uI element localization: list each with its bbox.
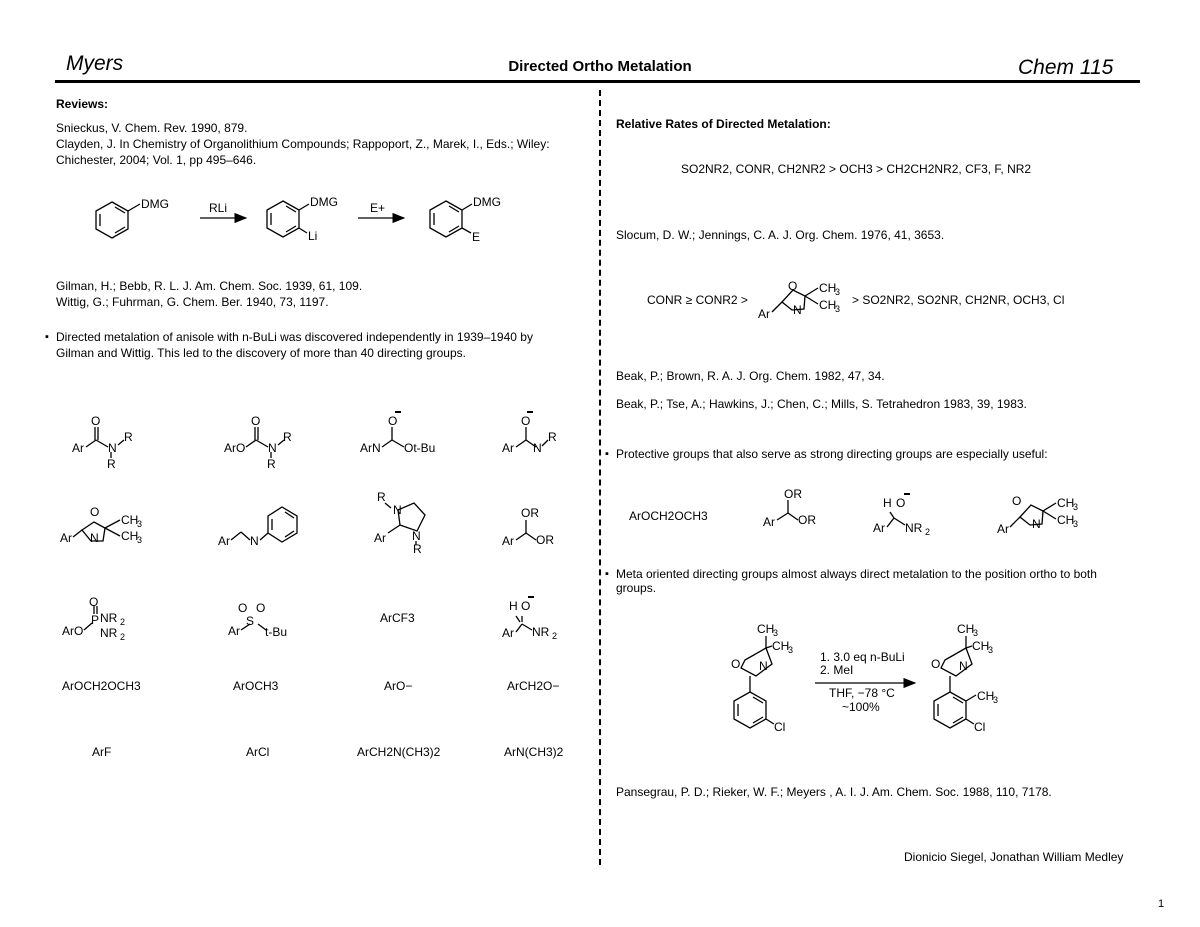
- svg-text:Ar: Ar: [228, 624, 240, 638]
- svg-text:DMG: DMG: [310, 195, 338, 209]
- dmg-amide: [72, 414, 133, 471]
- scheme-product: [430, 195, 501, 244]
- dmg-imidazolidine: [374, 490, 425, 556]
- svg-text:CH: CH: [121, 529, 139, 543]
- reference-clayden: Clayden, J. In Chemistry of Organolithium Compounds; Rappoport, Z., Marek, I., Eds.; Wiley:: [56, 137, 550, 151]
- svg-text:N: N: [108, 441, 117, 455]
- condition-4: ~100%: [842, 700, 880, 714]
- svg-text:O: O: [896, 496, 906, 510]
- svg-text:t-Bu: t-Bu: [265, 625, 288, 639]
- reference-snieckus: Snieckus, V. Chem. Rev. 1990, 879.: [56, 121, 248, 135]
- svg-text:Ar: Ar: [502, 626, 514, 640]
- svg-text:CH: CH: [1057, 513, 1075, 527]
- dmg-phosphoramide: [62, 595, 125, 642]
- svg-text:S: S: [246, 614, 255, 628]
- svg-text:NR: NR: [100, 611, 118, 625]
- svg-text:CH: CH: [772, 639, 790, 653]
- scheme-aryllithium: [267, 195, 338, 243]
- protective-oxazoline: [997, 494, 1078, 536]
- svg-text:3: 3: [137, 519, 143, 529]
- svg-text:3: 3: [773, 628, 779, 638]
- svg-text:O: O: [91, 414, 101, 428]
- reference-clayden-cont: Chichester, 2004; Vol. 1, pp 495–646.: [56, 153, 257, 167]
- dmg-imidate-amide: [502, 412, 557, 455]
- meyers-starting-material: [731, 622, 793, 734]
- course-name: Chem 115: [1018, 56, 1114, 79]
- reference-slocum: Slocum, D. W.; Jennings, C. A. J. Org. Chem. 1976, 41, 3653.: [616, 228, 945, 242]
- series2-oxazoline: [758, 279, 840, 321]
- svg-text:N: N: [90, 531, 99, 545]
- svg-text:NR: NR: [532, 625, 550, 639]
- protective-alkoxide: [873, 494, 930, 537]
- svg-text:N: N: [959, 659, 968, 673]
- svg-text:O: O: [931, 657, 941, 671]
- svg-text:R: R: [283, 430, 292, 444]
- svg-text:Ar: Ar: [502, 534, 514, 548]
- svg-text:O: O: [238, 601, 248, 615]
- svg-text:OR: OR: [521, 506, 539, 520]
- dmg-arch2nme2: ArCH2N(CH3)2: [357, 745, 441, 759]
- svg-text:OR: OR: [798, 513, 816, 527]
- svg-text:Cl: Cl: [974, 720, 986, 734]
- dmg-arnme2: ArN(CH3)2: [504, 745, 564, 759]
- svg-text:3: 3: [835, 304, 841, 314]
- dmg-arf: ArF: [92, 745, 112, 759]
- dmg-alkoxide-amine: [502, 597, 557, 641]
- svg-text:H: H: [509, 599, 518, 613]
- dmg-label: DMG: [141, 197, 169, 211]
- svg-text:3: 3: [1073, 519, 1079, 529]
- svg-text:Li: Li: [308, 229, 318, 243]
- svg-text:3: 3: [788, 645, 794, 655]
- svg-text:P: P: [91, 613, 100, 627]
- bullet-discovery: ▪ Directed metalation of anisole with n-BuLi was discovered independently in 1939–1940 by: [56, 329, 533, 345]
- svg-text:CH: CH: [819, 298, 837, 312]
- rates-heading: Relative Rates of Directed Metalation:: [616, 117, 831, 131]
- svg-text:N: N: [533, 441, 542, 455]
- svg-text:E: E: [472, 230, 481, 244]
- svg-text:O: O: [90, 505, 100, 519]
- svg-text:Ar: Ar: [502, 441, 514, 455]
- svg-text:NR: NR: [905, 521, 923, 535]
- svg-text:CH: CH: [121, 513, 139, 527]
- svg-text:OR: OR: [536, 533, 554, 547]
- page-title: Directed Ortho Metalation: [508, 58, 692, 75]
- svg-text:N: N: [268, 441, 277, 455]
- svg-text:Ar: Ar: [997, 522, 1009, 536]
- dmg-acetal: [502, 506, 554, 548]
- dmg-carbamate: [224, 414, 292, 471]
- svg-text:O: O: [251, 414, 261, 428]
- svg-text:O: O: [521, 414, 531, 428]
- dmg-imidate-alkoxide: [360, 412, 435, 455]
- dmg-arch2oxide: ArCH2O−: [507, 679, 560, 693]
- page-number: 1: [1158, 898, 1165, 910]
- reference-beak-1: Beak, P.; Brown, R. A. J. Org. Chem. 1982, 47, 34.: [616, 369, 885, 383]
- svg-text:N: N: [393, 503, 402, 517]
- svg-text:O: O: [89, 595, 99, 609]
- dmg-sulfone: [228, 601, 287, 639]
- bullet-meta: ▪ Meta oriented directing groups almost always direct metalation to the position ortho to both: [616, 566, 1097, 582]
- scheme-benzene-start: [96, 197, 169, 238]
- dmg-arcl: ArCl: [246, 745, 270, 759]
- svg-text:O: O: [1012, 494, 1022, 508]
- author-name: Myers: [66, 52, 124, 75]
- protective-acetal: [763, 487, 816, 529]
- meyers-product: [931, 622, 998, 734]
- svg-text:O: O: [788, 279, 798, 293]
- bullet-meta-cont: groups.: [616, 581, 657, 595]
- svg-text:DMG: DMG: [473, 195, 501, 209]
- svg-text:2: 2: [120, 632, 126, 642]
- condition-3: THF, −78 °C: [829, 686, 895, 700]
- reagent-electrophile: E+: [370, 201, 386, 215]
- svg-text:Ar: Ar: [374, 531, 386, 545]
- svg-text:Ar: Ar: [72, 441, 84, 455]
- svg-text:Ar: Ar: [763, 515, 775, 529]
- credits: Dionicio Siegel, Jonathan William Medley: [904, 850, 1124, 864]
- svg-text:2: 2: [120, 617, 126, 627]
- svg-text:H: H: [883, 496, 892, 510]
- dmg-arcf3: [380, 611, 415, 625]
- svg-text:ArO: ArO: [62, 624, 84, 638]
- bullet-discovery-cont: Gilman and Wittig. This led to the discovery of more than 40 directing groups.: [56, 346, 466, 360]
- series2-right: > SO2NR2, SO2NR, CH2NR, OCH3, Cl: [852, 293, 1065, 307]
- svg-text:O: O: [256, 601, 266, 615]
- series2-left: CONR ≥ CONR2 >: [647, 293, 748, 307]
- svg-text:CH: CH: [977, 689, 995, 703]
- svg-text:N: N: [759, 659, 768, 673]
- svg-text:NR: NR: [100, 626, 118, 640]
- reagent-rli: RLi: [209, 201, 228, 215]
- svg-text:3: 3: [1073, 502, 1079, 512]
- svg-text:Ar: Ar: [873, 521, 885, 535]
- svg-text:O: O: [388, 414, 398, 428]
- svg-text:O: O: [731, 657, 741, 671]
- svg-text:Ar: Ar: [60, 531, 72, 545]
- condition-1: 1. 3.0 eq n-BuLi: [820, 650, 905, 664]
- reference-wittig: Wittig, G.; Fuhrman, G. Chem. Ber. 1940, 73, 1197.: [56, 295, 329, 309]
- reference-gilman: Gilman, H.; Bebb, R. L. J. Am. Chem. Soc. 1939, 61, 109.: [56, 279, 363, 293]
- dmg-aroxide: ArO−: [384, 679, 413, 693]
- svg-text:2: 2: [925, 527, 931, 537]
- svg-text:2: 2: [552, 631, 558, 641]
- svg-text:CH: CH: [819, 281, 837, 295]
- svg-text:ArO: ArO: [224, 441, 246, 455]
- bullet-protective: ▪ Protective groups that also serve as strong directing groups are especially useful:: [616, 446, 1048, 462]
- svg-text:ArCF3: ArCF3: [380, 611, 415, 625]
- svg-text:3: 3: [988, 645, 994, 655]
- protective-mom: ArOCH2OCH3: [629, 509, 708, 523]
- svg-text:CH: CH: [757, 622, 775, 636]
- svg-text:N: N: [250, 534, 259, 548]
- svg-text:R: R: [267, 457, 276, 471]
- svg-text:R: R: [107, 457, 116, 471]
- reference-beak-2: Beak, P.; Tse, A.; Hawkins, J.; Chen, C.; Mills, S. Tetrahedron 1983, 39, 1983.: [616, 397, 1027, 411]
- svg-text:3: 3: [835, 287, 841, 297]
- svg-text:CH: CH: [1057, 496, 1075, 510]
- reviews-heading: Reviews:: [56, 97, 109, 111]
- svg-text:3: 3: [973, 628, 979, 638]
- svg-text:R: R: [413, 542, 422, 556]
- reference-pansegrau: Pansegrau, P. D.; Rieker, W. F.; Meyers , A. I. J. Am. Chem. Soc. 1988, 110, 7178.: [616, 785, 1052, 799]
- svg-text:N: N: [412, 529, 421, 543]
- svg-text:Cl: Cl: [774, 720, 786, 734]
- dmg-arocH2och3: ArOCH2OCH3: [62, 679, 141, 693]
- svg-text:Ar: Ar: [218, 534, 230, 548]
- svg-text:R: R: [548, 430, 557, 444]
- svg-text:Ot-Bu: Ot-Bu: [404, 441, 436, 455]
- svg-text:ArN: ArN: [360, 441, 381, 455]
- rates-series: SO2NR2, CONR, CH2NR2 > OCH3 > CH2CH2NR2, CF3, F, NR2: [681, 162, 1032, 176]
- dmg-imine: [218, 507, 297, 548]
- svg-text:Ar: Ar: [758, 307, 770, 321]
- svg-text:R: R: [124, 430, 133, 444]
- svg-text:N: N: [793, 303, 802, 317]
- svg-text:O: O: [521, 599, 531, 613]
- svg-text:N: N: [1032, 517, 1041, 531]
- svg-text:OR: OR: [784, 487, 802, 501]
- svg-text:CH: CH: [972, 639, 990, 653]
- svg-text:3: 3: [137, 535, 143, 545]
- svg-text:CH: CH: [957, 622, 975, 636]
- dmg-aroch3: ArOCH3: [233, 679, 279, 693]
- svg-text:3: 3: [993, 695, 999, 705]
- condition-2: 2. MeI: [820, 663, 854, 677]
- dmg-oxazoline: [60, 505, 142, 545]
- svg-text:R: R: [377, 490, 386, 504]
